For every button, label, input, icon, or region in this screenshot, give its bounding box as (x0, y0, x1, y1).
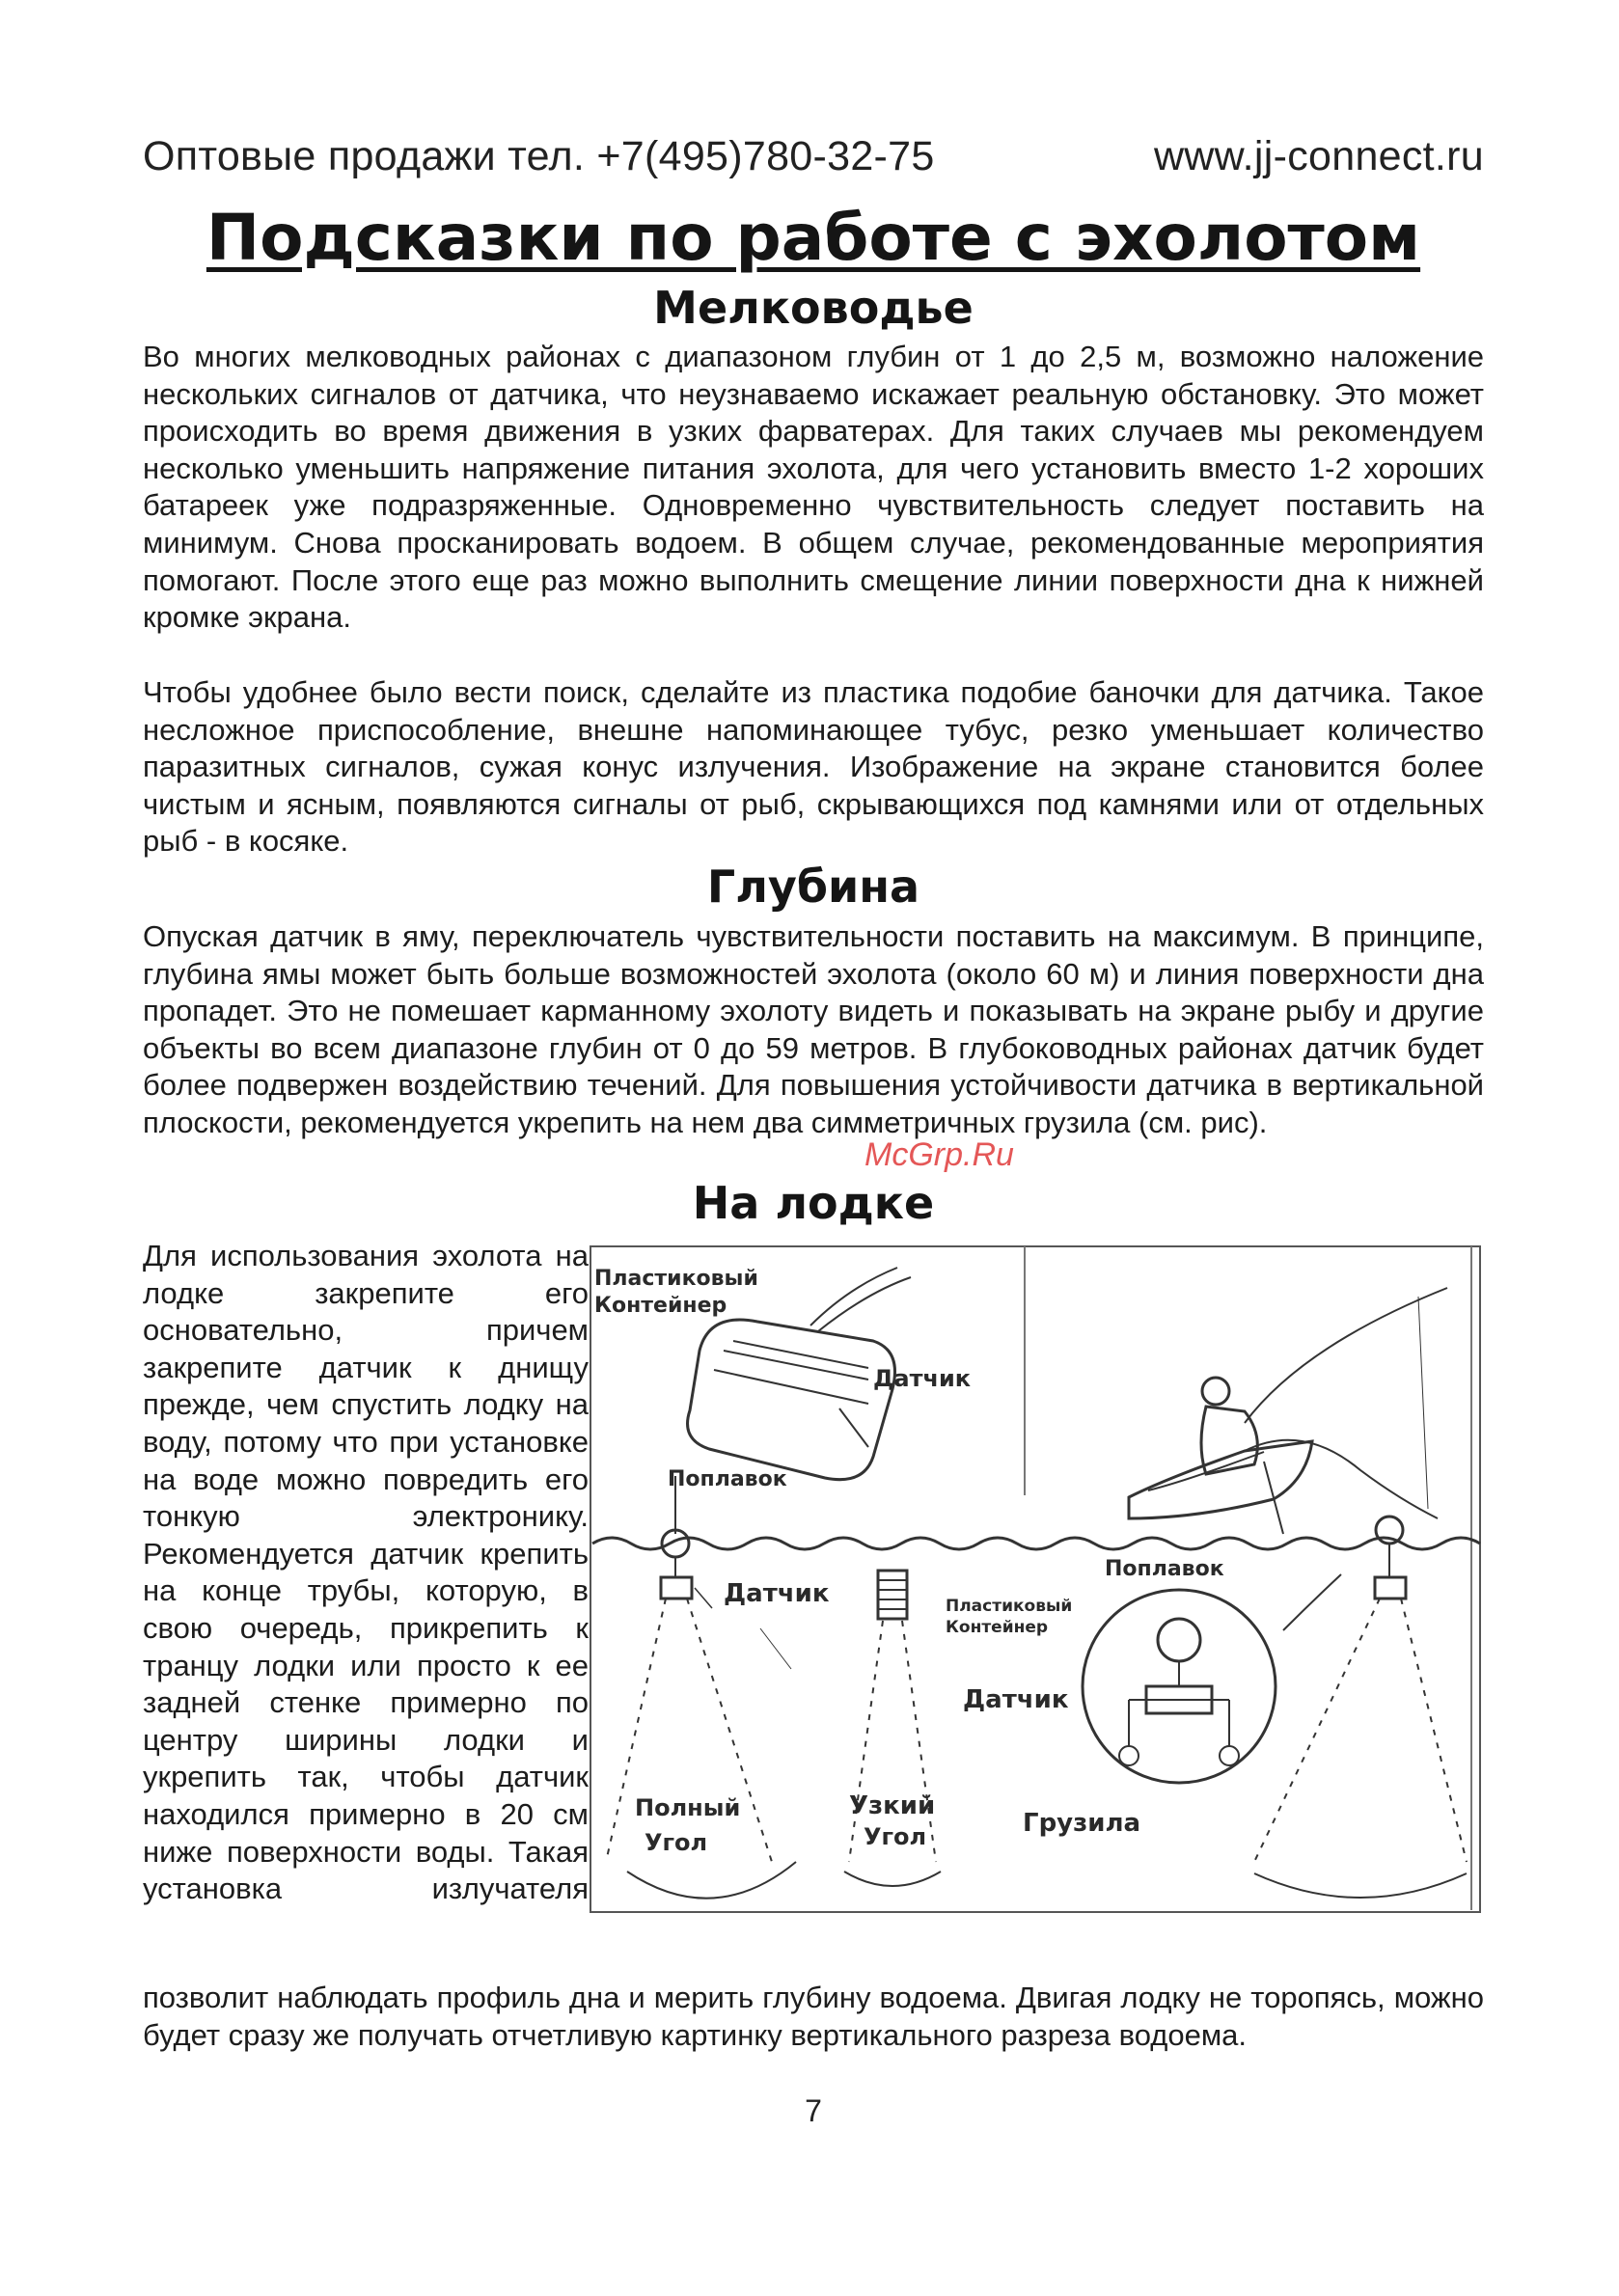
depth-paragraph: Опуская датчик в яму, переключатель чувствительности поставить на максимум. В принципе, глубина ямы может быть больше возможностей эхолота (около 60 м) и линия поверхности дна пропадет. Это не помешает карманному эхолоту видеть и показывать на экране рыбу и другие объекты во всем диапазоне глубин от 0 до 59 метров. В глубоководных районах датчик будет более подвержен воздействию течений. Для повышения устойчивости датчика в вертикальной плоскости, рекомендуется укрепить на нем два симметричных грузила (см. рис). (143, 919, 1484, 1139)
label-plastic-container-1: Пластиковый (594, 1267, 758, 1291)
label-float-right: Поплавок (1105, 1557, 1224, 1581)
boat-bottom-text: позволит наблюдать профиль дна и мерить глубину водоема. Двигая лодку не торопясь, можно будет сразу же получать отчетливую картинку вертикального разреза водоема. (143, 1981, 1484, 2052)
label-sensor-left: Датчик (724, 1579, 830, 1608)
boat-left-text: Для использования эхолота на лодке закрепите его основательно, причем закрепите датчик к днищу прежде, чем спустить лодку на воду, потому что при установке на воде можно повредить его тонкую электронику. Рекомендуется датчик крепить на конце трубы, которую, в свою очередь, прикрепить к транцу лодки или просто к ее задней стенке примерно по центру ширины лодки и укрепить так, чтобы датчик находился примерно в 20 см ниже поверхности воды. Такая установка излучателя (143, 1239, 589, 1906)
label-plastic-small-2: Контейнер (946, 1618, 1049, 1637)
label-sensor-circle: Датчик (963, 1685, 1069, 1714)
header-phone: Оптовые продажи тел. +7(495)780-32-75 (143, 133, 935, 179)
shallow-paragraph-1: Во многих мелководных районах с диапазоном глубин от 1 до 2,5 м, возможно наложение нескольких сигналов от датчика, что неузнаваемо искажает реальную обстановку. Это может происходить во время движения в узких фарватерах. Для таких случаев мы рекомендуем несколько уменьшить напряжение питания эхолота, для чего установить вместо 1-2 хороших батареек уже подразряженные. Одновременно чувствительность следует поставить на минимум. Снова просканировать водоем. В общем случае, рекомендованные мероприятия помогают. После этого еще раз можно выполнить смещение линии поверхности дна к нижней кромке экрана. (143, 340, 1484, 635)
heading-boat: На лодке (692, 1177, 935, 1229)
label-float-left: Поплавок (668, 1467, 787, 1491)
label-weights: Грузила (1023, 1809, 1141, 1838)
page-number: 7 (805, 2093, 822, 2128)
label-sensor-top: Датчик (873, 1365, 972, 1392)
label-plastic-small-1: Пластиковый (946, 1597, 1073, 1616)
watermark: McGrp.Ru (864, 1136, 1014, 1173)
transducer-figure (589, 1244, 1484, 1920)
label-narrow-angle-1: Узкий (849, 1791, 936, 1820)
label-narrow-angle-2: Угол (864, 1823, 927, 1850)
header-line (143, 133, 1484, 180)
heading-shallow: Мелководье (653, 282, 974, 334)
header-url[interactable]: www.jj-connect.ru (1153, 133, 1484, 179)
page-title: Подсказки по работе с эхолотом (206, 201, 1421, 275)
shallow-paragraph-2: Чтобы удобнее было вести поиск, сделайте из пластика подобие баночки для датчика. Такое несложное приспособление, внешне напоминающее тубус, резко уменьшает количество паразитных сигналов, сужая конус излучения. Изображение на экране становится более чистым и ясным, появляются сигналы от рыб, скрывающихся под камнями или от отдельных рыб - в косяке. (143, 675, 1484, 859)
label-wide-angle-1: Полный (635, 1794, 741, 1821)
heading-depth: Глубина (706, 861, 920, 913)
label-wide-angle-2: Угол (645, 1829, 708, 1856)
label-plastic-container-2: Контейнер (594, 1294, 727, 1318)
transducer-illustration (589, 1244, 1484, 1920)
